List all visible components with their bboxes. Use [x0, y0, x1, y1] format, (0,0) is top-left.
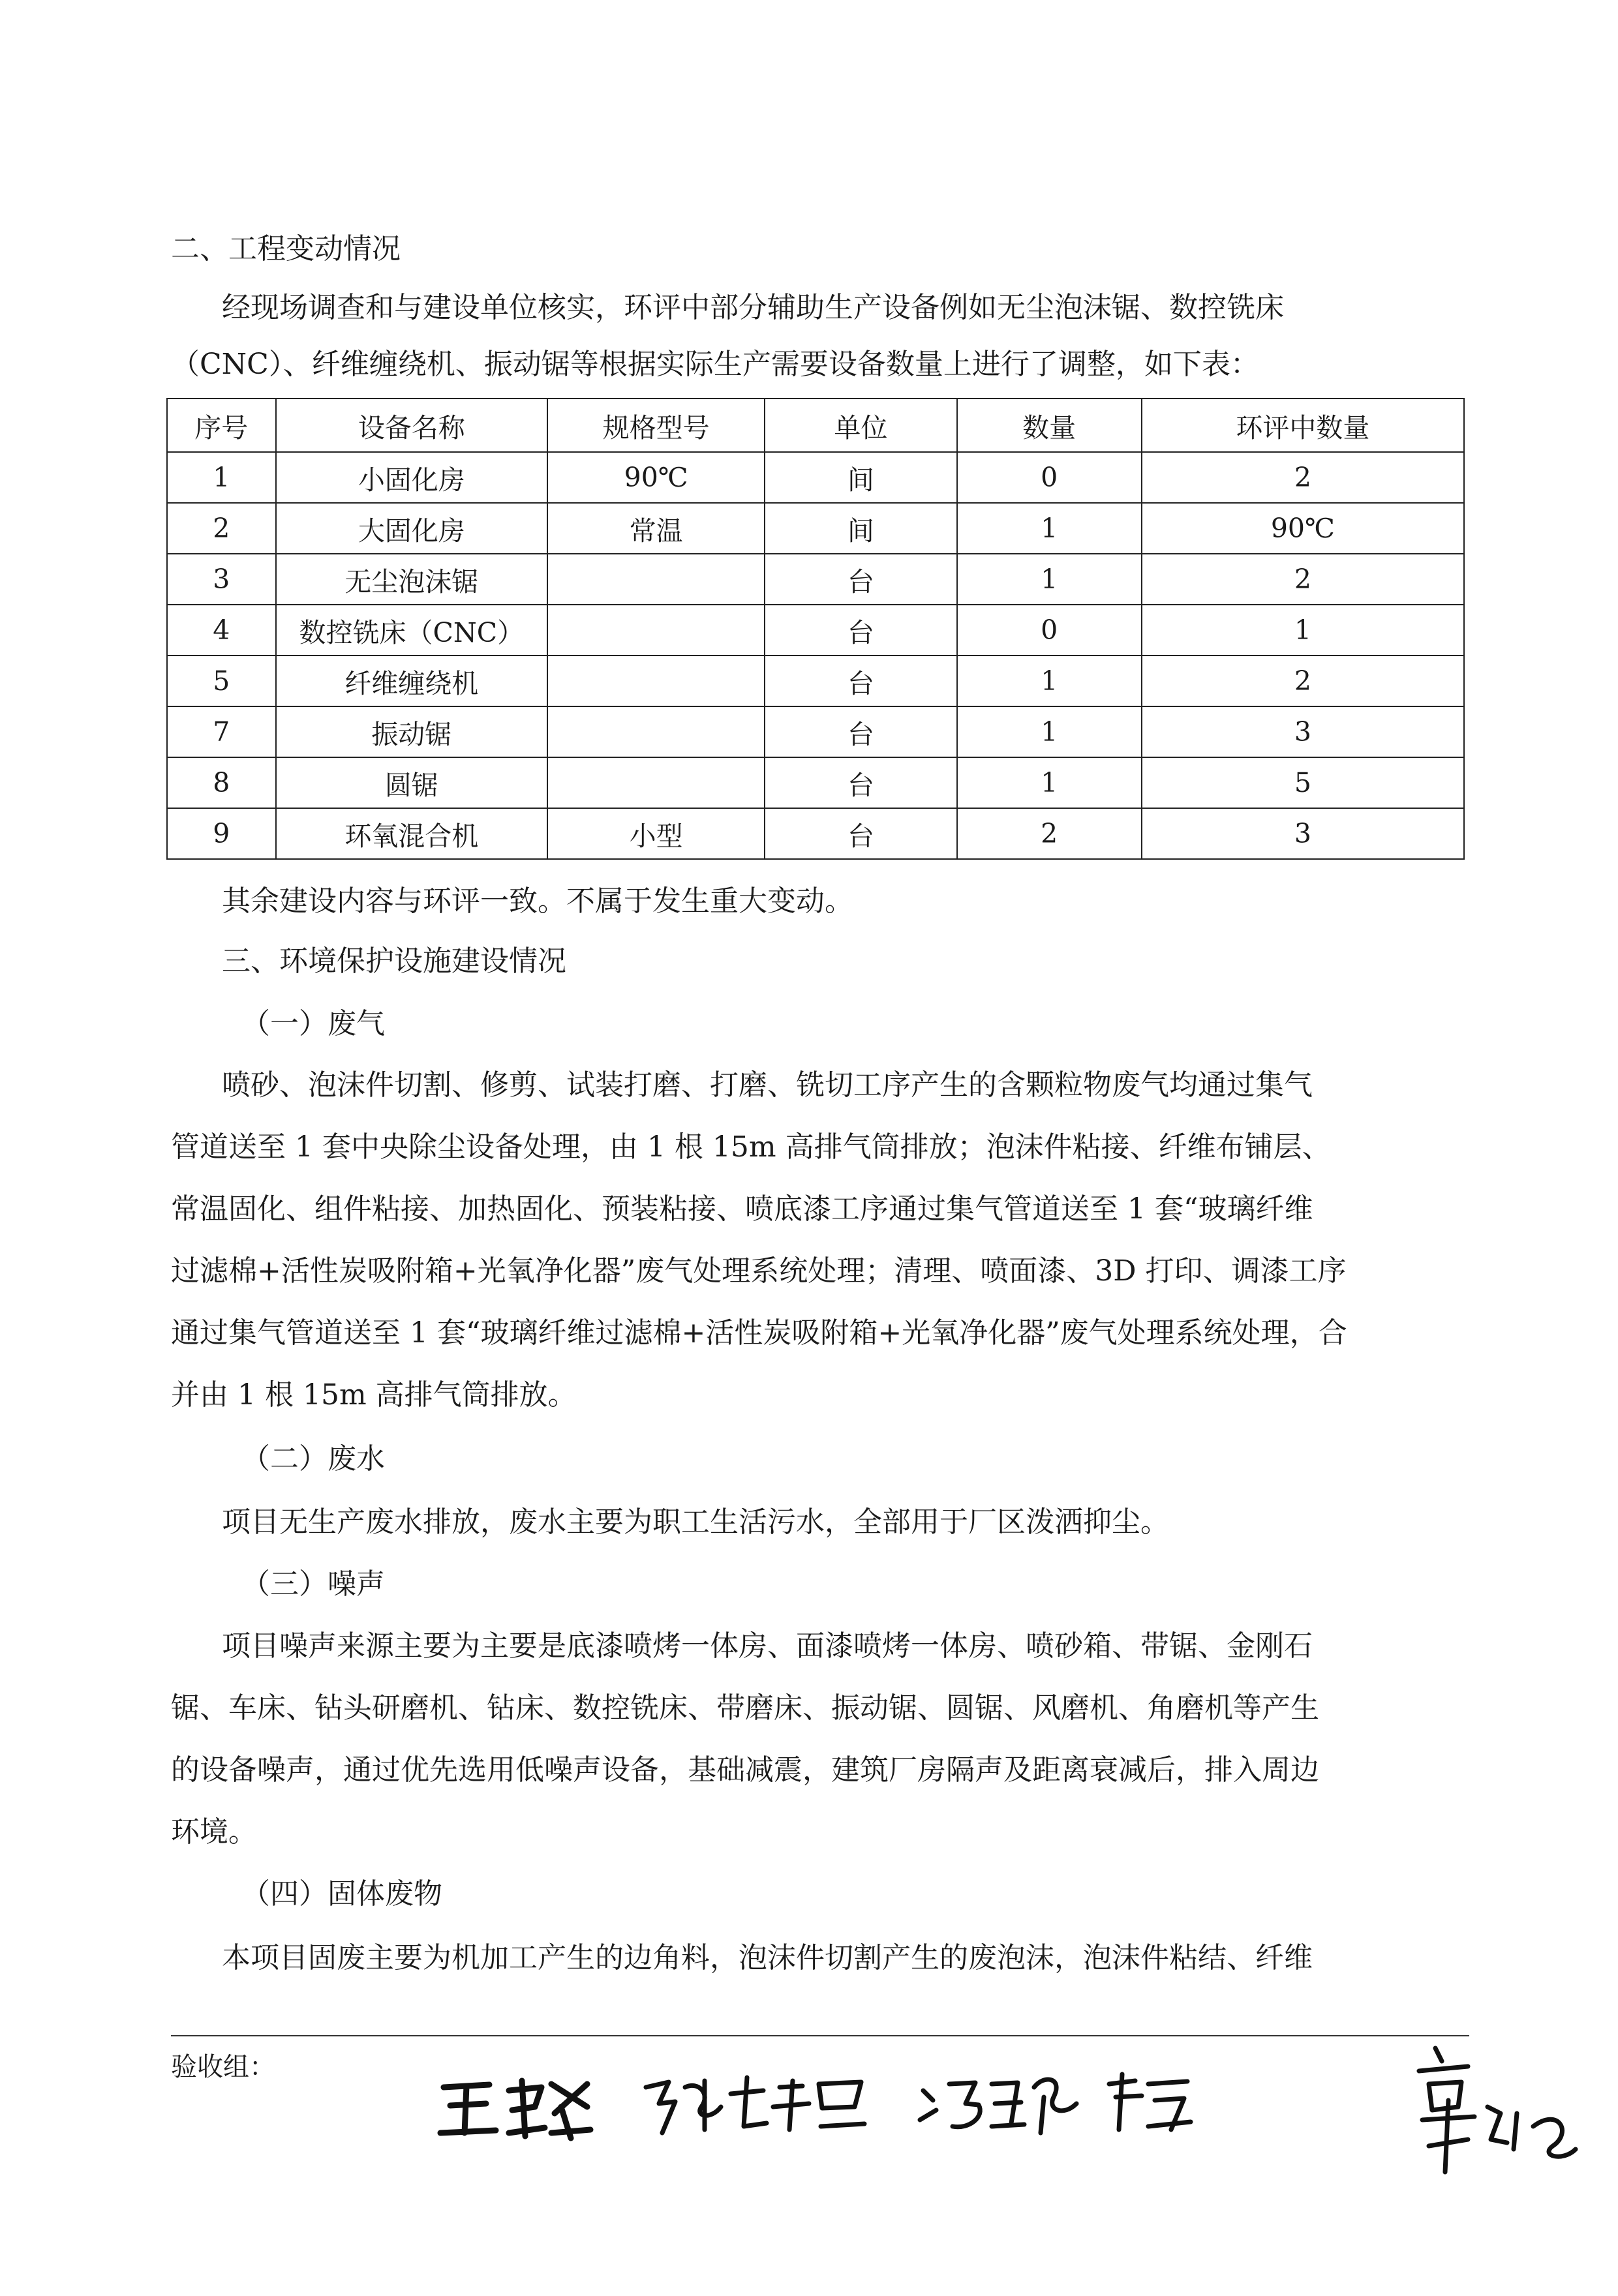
table-row [167, 656, 1464, 706]
section2-para-line2: （CNC）、纤维缠绕机、振动锯等根据实际生产需要设备数量上进行了调整，如下表： [171, 348, 1259, 381]
table-row [167, 554, 1464, 605]
cell-qty: 1 [957, 757, 1142, 808]
cell-spec: 小型 [547, 808, 765, 859]
acceptance-group-label: 验收组： [171, 2052, 275, 2082]
cell-spec: 常温 [547, 503, 765, 554]
water-text: 项目无生产废水排放，废水主要为职工生活污水，全部用于厂区泼洒抑尘。 [222, 1505, 1169, 1539]
cell-unit: 台 [765, 808, 956, 859]
noise-line: 项目噪声来源主要为主要是底漆喷烤一体房、面漆喷烤一体房、喷砂箱、带锯、金刚石 [222, 1629, 1313, 1663]
cell-eia-qty: 3 [1142, 808, 1464, 859]
cell-spec [547, 706, 765, 757]
cell-spec: 90℃ [547, 452, 765, 503]
cell-unit: 台 [765, 656, 956, 706]
col-header-qty: 数量 [957, 399, 1142, 452]
cell-qty: 1 [957, 554, 1142, 605]
cell-unit: 台 [765, 706, 956, 757]
gas-line: 并由 1 根 15m 高排气筒排放。 [171, 1378, 577, 1412]
cell-eia-qty: 2 [1142, 656, 1464, 706]
col-header-eia-qty: 环评中数量 [1142, 399, 1464, 452]
signature-2 [639, 2068, 874, 2139]
after-table-note: 其余建设内容与环评一致。不属于发生重大变动。 [222, 884, 853, 918]
cell-index: 2 [167, 503, 276, 554]
equipment-table [166, 398, 1465, 860]
cell-qty: 0 [957, 605, 1142, 656]
col-header-index: 序号 [167, 399, 276, 452]
cell-eia-qty: 90℃ [1142, 503, 1464, 554]
table-row [167, 605, 1464, 656]
cell-index: 3 [167, 554, 276, 605]
col-header-unit: 单位 [765, 399, 956, 452]
gas-line: 管道送至 1 套中央除尘设备处理，由 1 根 15m 高排气筒排放；泡沫件粘接、纤维布铺层、 [171, 1130, 1331, 1164]
cell-eia-qty: 2 [1142, 554, 1464, 605]
cell-spec [547, 757, 765, 808]
signature-4 [1403, 2035, 1579, 2185]
cell-name: 大固化房 [276, 503, 547, 554]
cell-name: 小固化房 [276, 452, 547, 503]
gas-line: 通过集气管道送至 1 套“玻璃纤维过滤棉+活性炭吸附箱+光氧净化器”废气处理系统处理，合 [171, 1316, 1347, 1350]
cell-unit: 台 [765, 757, 956, 808]
table-row [167, 452, 1464, 503]
cell-name: 纤维缠绕机 [276, 656, 547, 706]
noise-line: 的设备噪声，通过优先选用低噪声设备，基础减震，建筑厂房隔声及距离衰减后，排入周边 [171, 1753, 1319, 1787]
noise-line: 锯、车床、钻头研磨机、钻床、数控铣床、带磨床、振动锯、圆锯、风磨机、角磨机等产生 [171, 1691, 1319, 1725]
signature-1 [431, 2068, 600, 2146]
cell-name: 振动锯 [276, 706, 547, 757]
table-row [167, 757, 1464, 808]
cell-name: 无尘泡沫锯 [276, 554, 547, 605]
cell-unit: 间 [765, 452, 956, 503]
gas-heading: （一）废气 [241, 1007, 385, 1040]
table-row [167, 706, 1464, 757]
signature-3 [913, 2064, 1200, 2143]
cell-unit: 台 [765, 605, 956, 656]
cell-qty: 1 [957, 503, 1142, 554]
cell-index: 1 [167, 452, 276, 503]
noise-heading: （三）噪声 [241, 1567, 385, 1601]
cell-qty: 0 [957, 452, 1142, 503]
water-heading: （二）废水 [241, 1442, 385, 1475]
cell-spec [547, 605, 765, 656]
cell-qty: 2 [957, 808, 1142, 859]
cell-unit: 间 [765, 503, 956, 554]
solid-heading: （四）固体废物 [241, 1877, 442, 1911]
section3-heading: 三、环境保护设施建设情况 [222, 944, 566, 978]
cell-qty: 1 [957, 706, 1142, 757]
table-row [167, 808, 1464, 859]
noise-line: 环境。 [171, 1815, 257, 1849]
cell-eia-qty: 2 [1142, 452, 1464, 503]
section2-para-line1: 经现场调查和与建设单位核实，环评中部分辅助生产设备例如无尘泡沫锯、数控铣床 [222, 291, 1284, 324]
cell-index: 8 [167, 757, 276, 808]
cell-name: 圆锯 [276, 757, 547, 808]
solid-text: 本项目固废主要为机加工产生的边角料，泡沫件切割产生的废泡沫，泡沫件粘结、纤维 [222, 1941, 1313, 1974]
cell-eia-qty: 3 [1142, 706, 1464, 757]
section2-heading: 二、工程变动情况 [171, 232, 401, 265]
cell-qty: 1 [957, 656, 1142, 706]
footer-divider [171, 2035, 1469, 2036]
cell-index: 7 [167, 706, 276, 757]
cell-spec [547, 656, 765, 706]
cell-eia-qty: 1 [1142, 605, 1464, 656]
cell-unit: 台 [765, 554, 956, 605]
cell-eia-qty: 5 [1142, 757, 1464, 808]
gas-line: 过滤棉+活性炭吸附箱+光氧净化器”废气处理系统处理；清理、喷面漆、3D 打印、调漆工序 [171, 1254, 1347, 1288]
cell-index: 9 [167, 808, 276, 859]
table-row [167, 503, 1464, 554]
cell-index: 4 [167, 605, 276, 656]
col-header-spec: 规格型号 [547, 399, 765, 452]
col-header-name: 设备名称 [276, 399, 547, 452]
cell-spec [547, 554, 765, 605]
table-header-row [167, 399, 1464, 452]
cell-index: 5 [167, 656, 276, 706]
gas-line: 常温固化、组件粘接、加热固化、预装粘接、喷底漆工序通过集气管道送至 1 套“玻璃纤维 [171, 1192, 1313, 1226]
cell-name: 环氧混合机 [276, 808, 547, 859]
cell-name: 数控铣床（CNC） [276, 605, 547, 656]
gas-line: 喷砂、泡沫件切割、修剪、试装打磨、打磨、铣切工序产生的含颗粒物废气均通过集气 [222, 1068, 1313, 1102]
